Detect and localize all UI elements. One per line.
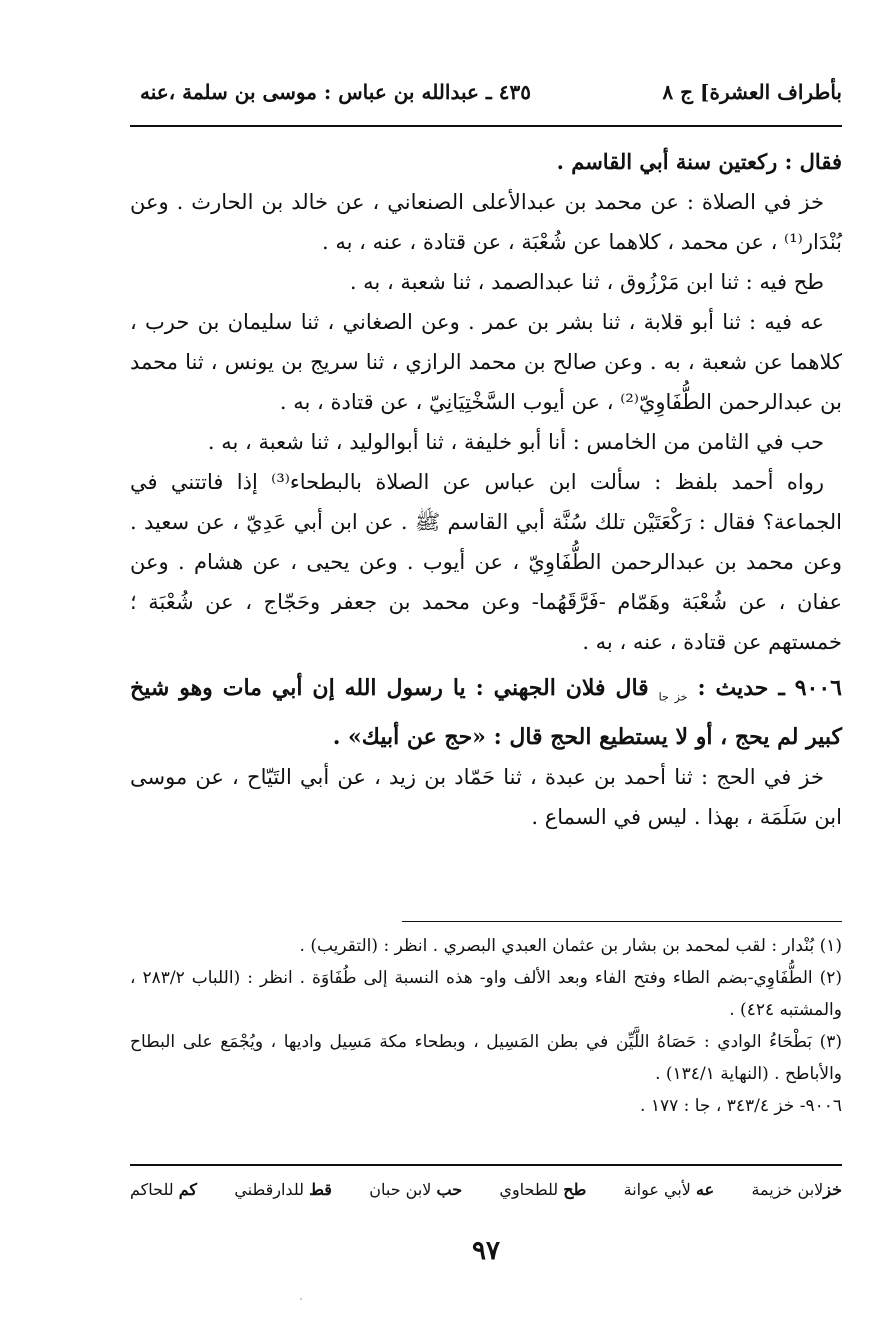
paragraph-2: خز في الصلاة : عن محمد بن عبدالأعلى الصنعاني ، عن خالد بن الحارث . وعن بُنْدَار⁽¹⁾ ، عن محمد ، كلاهما عن شُعْبَة ، عن قتادة ، عنه ، به .	[130, 190, 842, 254]
abbr-tahawi: طح للطحاوي	[499, 1180, 587, 1199]
abbr-abu-awanah: عه لأبي عوانة	[623, 1180, 715, 1199]
paragraph-4: عه فيه : ثنا أبو قلابة ، ثنا بشر بن عمر . وعن الصغاني ، ثنا سليمان بن حرب ، كلاهما عن شعبة ، به . وعن صالح بن محمد الرازي ، ثنا سريج بن يونس ، ثنا محمد بن عبدالرحمن الطُّفَاوِيّ⁽²⁾ ، عن أيوب السَّخْتِيَانِيّ ، عن قتادة ، به .	[130, 310, 842, 414]
abbr-ibn-hibban: حب لابن حبان	[369, 1180, 463, 1199]
hadith-entry	[130, 668, 842, 757]
paragraph-7: خز في الحج : ثنا أحمد بن عبدة ، ثنا حَمّاد بن زيد ، عن أبي التَيّاح ، عن موسى ابن سَلَمَة ، بهذا . ليس في السماع .	[130, 765, 842, 830]
footnotes	[130, 930, 842, 1122]
abbreviation-rule	[130, 1164, 842, 1166]
footnote-3: (٣) بَطْحَاءُ الوادي : حَصَاهُ اللَّيِّن في بطن المَسِيل ، وبطحاء مكة مَسِيل واديها ، ويُجْمَع على البطاح والأباطح . (النهاية ١٣٤/١) .	[130, 1032, 842, 1084]
abbr-daraqutni: قط للدارقطني	[234, 1180, 332, 1199]
header-rule	[130, 125, 842, 127]
hadith-sources-mark: خز جا	[658, 690, 688, 704]
page-number: ٩٧	[472, 1236, 500, 1266]
header-chapter: ٤٣٥ ـ عبدالله بن عباس : موسى بن سلمة ،عنه	[140, 80, 531, 104]
footnote-rule	[402, 921, 842, 922]
abbr-ibn-khuzaymah: خزلابن خزيمة	[751, 1180, 842, 1199]
scan-speck	[300, 1298, 302, 1300]
paragraph-5: حب في الثامن من الخامس : أنا أبو خليفة ، ثنا أبوالوليد ، ثنا شعبة ، به .	[207, 430, 824, 454]
footnote-1: (١) بُنْدار : لقب لمحمد بن بشار بن عثمان العبدي البصري . انظر : (التقريب) .	[299, 936, 842, 956]
main-text	[130, 142, 842, 837]
footnote-2: (٢) الطُّفَاوِي-بضم الطاء وفتح الفاء وبعد الألف واو- هذه النسبة إلى طُفَاوَة . انظر : (اللباب ٢٨٣/٢ ، والمشتبه ٤٢٤) .	[130, 968, 843, 1020]
hadith-number: ٩٠٠٦ ـ حديث :	[697, 675, 842, 701]
hadith-text: قال فلان الجهني : يا رسول الله إن أبي مات وهو شيخ كبير لم يحج ، أو لا يستطيع الحج قال : «حج عن أبيك» .	[130, 675, 842, 751]
footnote-4: ٩٠٠٦- خز ٣٤٣/٤ ، جا : ١٧٧ .	[640, 1096, 842, 1116]
abbreviation-key	[130, 1180, 842, 1199]
abbr-hakim: كم للحاكم	[130, 1180, 198, 1199]
running-header	[130, 80, 842, 114]
paragraph-1: فقال : ركعتين سنة أبي القاسم .	[556, 149, 842, 174]
header-volume: بأطراف العشرة] ج ٨	[662, 80, 842, 104]
paragraph-3: طح فيه : ثنا ابن مَرْزُوق ، ثنا عبدالصمد ، ثنا شعبة ، به .	[349, 270, 824, 294]
paragraph-6: رواه أحمد بلفظ : سألت ابن عباس عن الصلاة بالبطحاء⁽³⁾ إذا فاتتني في الجماعة؟ فقال : رَكْعَتَيْن تلك سُنَّة أبي القاسم ﷺ . عن ابن أبي عَدِيّ ، عن سعيد . وعن محمد بن عبدالرحمن الطُّفَاوِيّ ، عن أيوب . وعن يحيى ، عن هشام . وعن عفان ، عن شُعْبَة وهَمّام -فَرَّقَهُما- وعن محمد بن جعفر وحَجّاج ، عن شُعْبَة ؛ خمستهم عن قتادة ، عنه ، به .	[130, 470, 842, 654]
